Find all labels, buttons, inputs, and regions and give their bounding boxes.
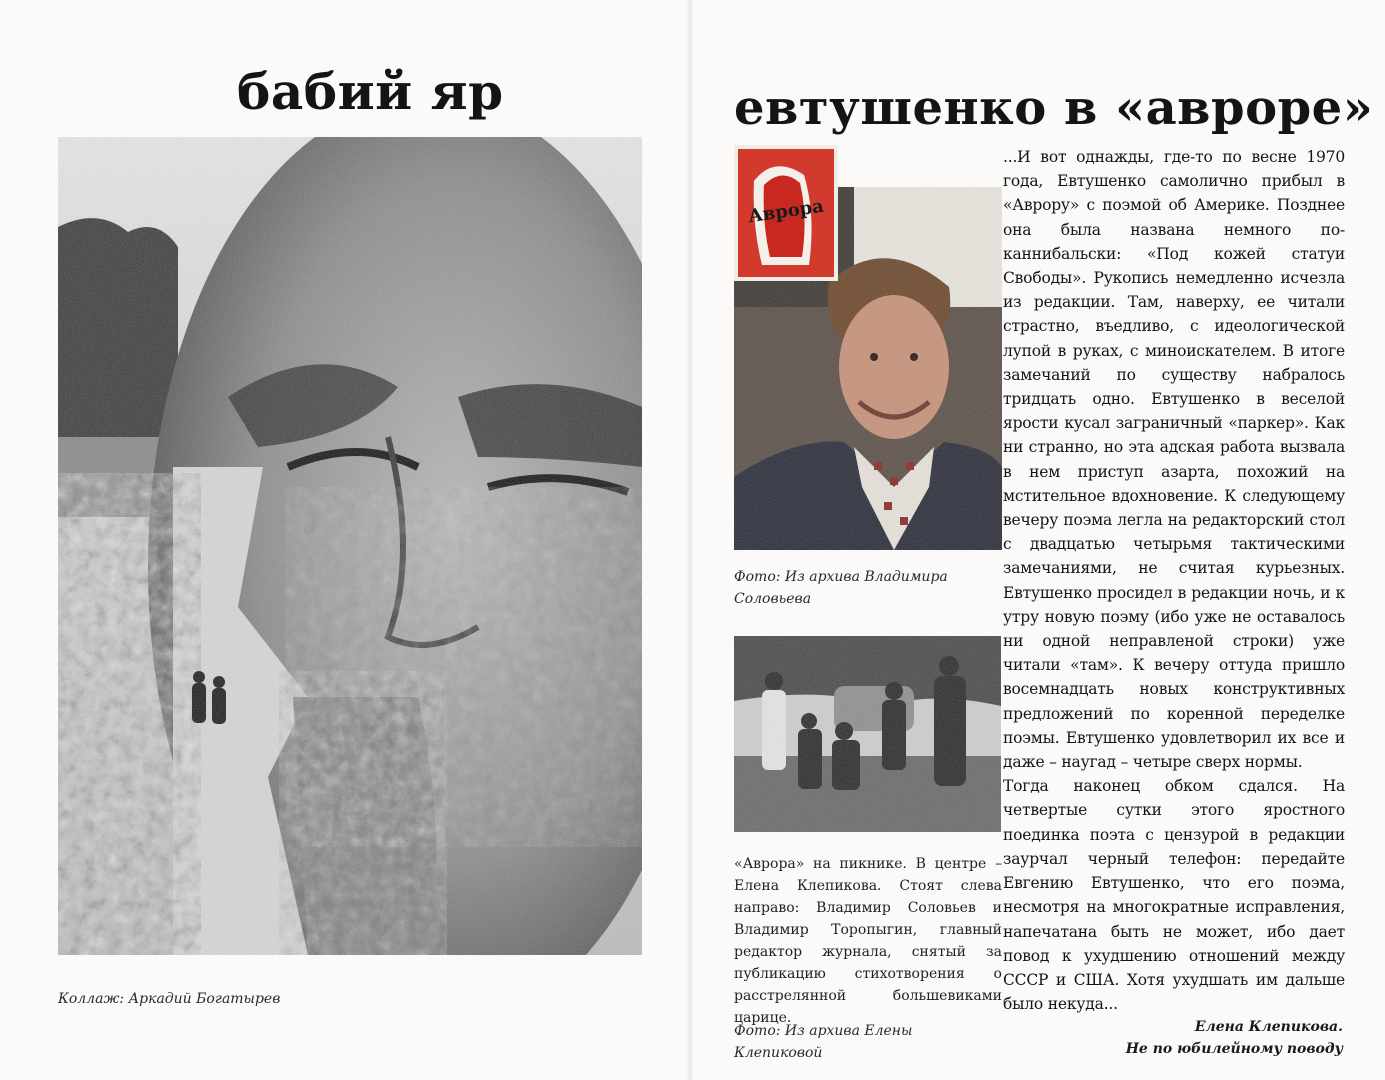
left-page-title: бабий яр	[237, 62, 504, 121]
right-page	[690, 0, 1385, 1080]
collage-image	[58, 137, 642, 955]
article-body	[1003, 145, 1345, 1016]
aurora-cover	[734, 145, 838, 281]
cover-logo-text: Аврора	[746, 195, 826, 228]
picnic-caption: Фото: Из архива Елены Клепиковой	[734, 1023, 913, 1061]
article-paragraph: Тогда наконец обком сдался. На четвертые сутки этого яростного поединка поэта с цензурой в редакции заурчал черный телефон: передайте Евгению Евтушенко, что его поэма, несмотря на многократные исправления, напечатана быть не может, ибо дает повод к ухудшению отношений между СССР и США. Хотя ухудшать им дальше было некуда...	[1003, 777, 1345, 1014]
picnic-photo	[734, 636, 1001, 832]
article-signature	[1126, 1016, 1343, 1060]
signature-author: Елена Клепикова.	[1194, 1019, 1343, 1035]
signature-source: Не по юбилейному поводу	[1125, 1041, 1343, 1057]
left-page	[0, 0, 690, 1080]
article-paragraph: ...И вот однажды, где-то по весне 1970 года, Евтушенко самолично прибыл в «Аврору» с поэмой об Америке. Позднее она была названа немного по-каннибальски: «Под кожей статуи Свободы». Рукопись немедленно исчезла из редакции. Там, наверху, ее читали страстно, въедливо, с идеологической лупой в руках, с миноискателем. В итоге замечаний по существу набралось тридцать одно. Евтушенко в веселой ярости кусал заграничный «паркер». Как ни странно, но эта адская работа вызвала в нем приступ азарта, похожий на мстительное вдохновение. К следующему вечеру поэма легла на редакторский стол с двадцатью четырьмя тактическими замечаниями, не считая курьезных. Евтушенко просидел в редакции ночь, и к утру новую поэму (ибо уже не оставалось ни одной неправленой строки) уже читали «там». К вечеру оттуда пришло восемнадцать новых конструктивных предложений по коренной переделке поэмы. Евтушенко удовлетворил их все и даже – наугад – четыре сверх нормы.	[1003, 148, 1345, 772]
right-page-title: евтушенко в «авроре»	[734, 80, 1374, 136]
portrait-caption: Фото: Из архива Владимира Соловьева	[734, 569, 948, 607]
picnic-description: «Аврора» на пикнике. В центре – Елена Клепикова. Стоят слева направо: Владимир Соловьев и Владимир Торопыгин, главный редактор журнала, снятый за публикацию стихотворения о расстрелянной большевиками царице.	[734, 856, 1002, 1026]
collage-caption: Коллаж: Аркадий Богатырев	[58, 991, 281, 1007]
